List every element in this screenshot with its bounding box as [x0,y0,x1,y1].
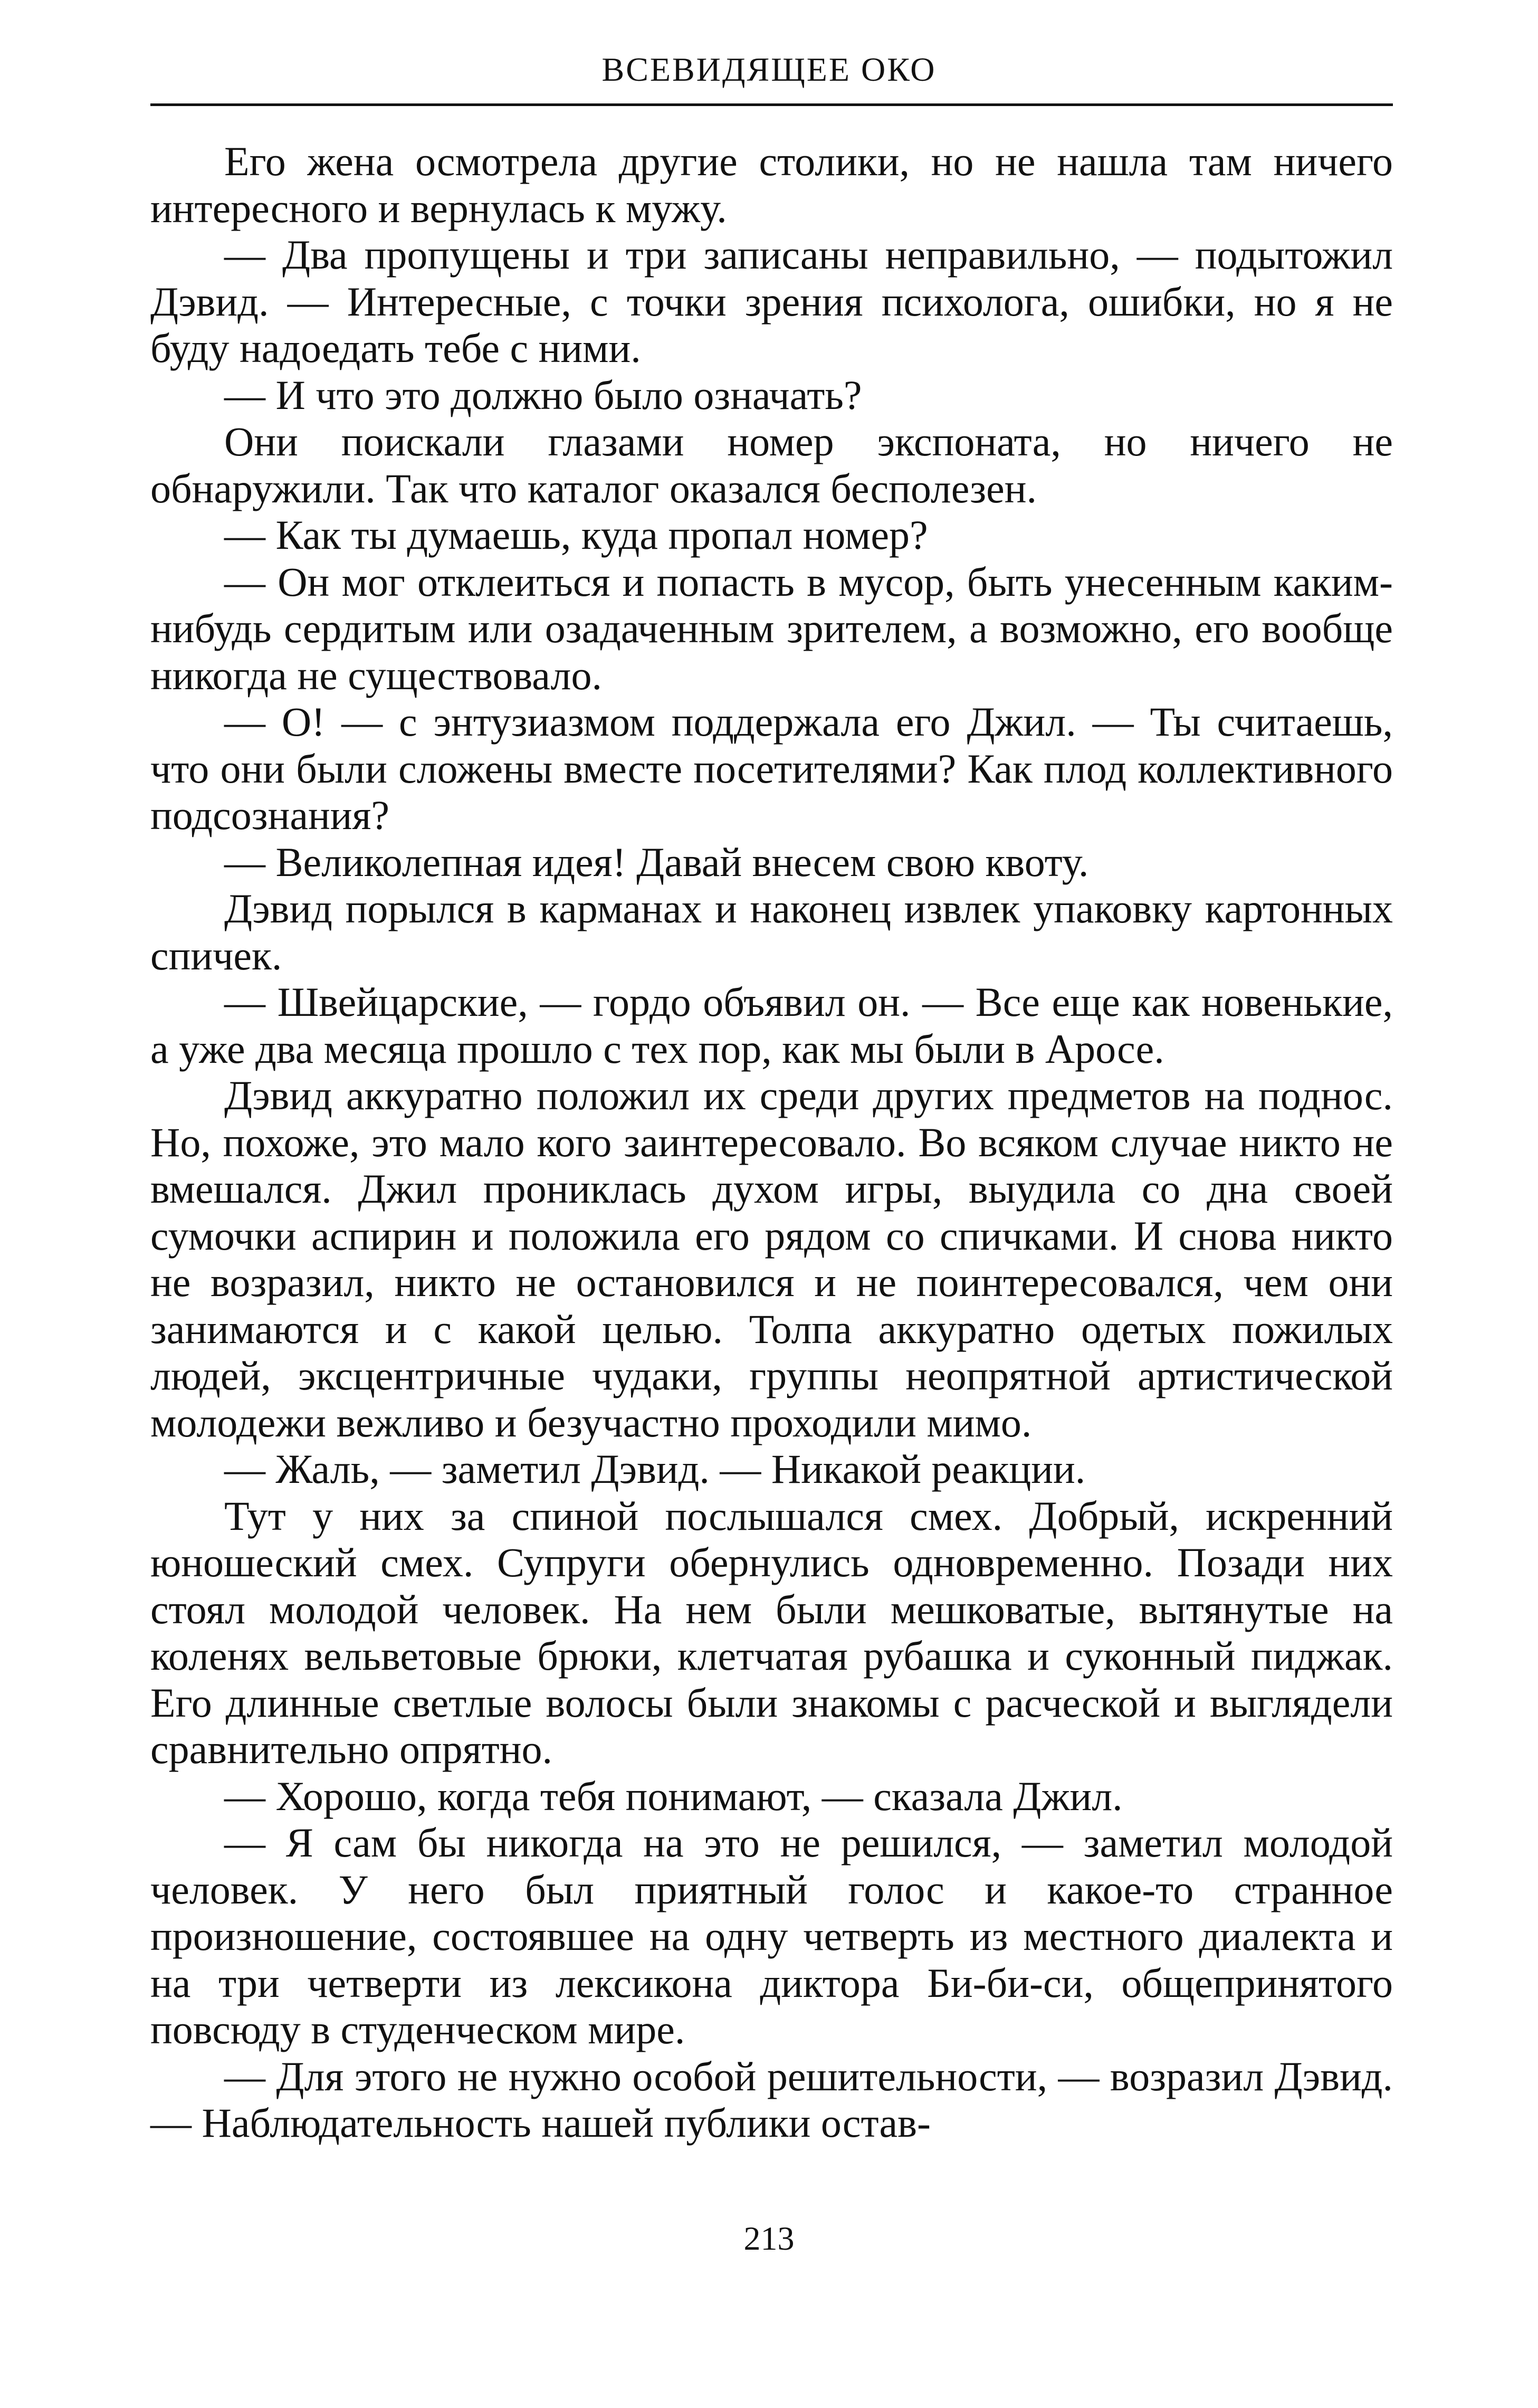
page-number: 213 [743,2220,795,2257]
paragraph: — Как ты думаешь, куда пропал номер? [224,512,928,558]
paragraph: Дэвид порылся в карманах и наконец извлек упаковку картонных спичек. [150,886,1393,978]
paragraph: Тут у них за спиной послышался смех. Добрый, искренний юношеский смех. Супруги обернулись одновременно. Позади них стоял молодой человек. На нем были мешковатые, вытянутые на коленях вельветовые брюки, клетчатая рубашка и суконный пиджак. Его длинные светлые волосы были знакомы с расческой и выглядели сравнительно опрятно. [150,1492,1393,1772]
paragraph: — О! — с энтузиазмом поддержала его Джил. — Ты считаешь, что они были сложены вместе посетителями? Как плод коллективного подсознания? [150,699,1393,838]
running-head: ВСЕВИДЯЩЕЕ ОКО [601,51,937,88]
paragraph: — Я сам бы никогда на это не решился, — заметил молодой человек. У него был приятный голос и какое-то странное произношение, состоявшее на одну четверть из местного диалекта и на три четверти из лексикона диктора Би-би-си, общепринятого повсюду в студенческом мире. [150,1820,1393,2052]
paragraph: — Швейцарские, — гордо объявил он. — Все еще как новенькие, а уже два месяца прошло с тех пор, как мы были в Аросе. [150,979,1393,1072]
paragraph: — Для этого не нужно особой решительности, — возразил Дэвид. — Наблюдательность нашей публики остав- [150,2053,1393,2146]
paragraph: Они поискали глазами номер экспоната, но ничего не обнаружили. Так что каталог оказался бесполезен. [150,418,1393,511]
paragraph: Его жена осмотрела другие столики, но не нашла там ничего интересного и вернулась к мужу. [150,138,1393,231]
paragraph: — И что это должно было означать? [224,372,862,418]
paragraph: — Хорошо, когда тебя понимают, — сказала Джил. [224,1773,1123,1819]
paragraph: — Великолепная идея! Давай внесем свою квоту. [224,839,1089,885]
body-text [150,138,1393,2147]
header-rule [150,103,1393,106]
paragraph: — Он мог отклеиться и попасть в мусор, быть унесенным каким-нибудь сердитым или озадаченным зрителем, а возможно, его вообще никогда не существовало. [150,558,1393,698]
paragraph: — Жаль, — заметил Дэвид. — Никакой реакции. [224,1446,1086,1492]
paragraph: — Два пропущены и три записаны неправильно, — подытожил Дэвид. — Интересные, с точки зрения психолога, ошибки, но я не буду надоедать тебе с ними. [150,232,1393,371]
paragraph: Дэвид аккуратно положил их среди других предметов на поднос. Но, похоже, это мало кого заинтересовало. Во всяком случае никто не вмешался. Джил прониклась духом игры, выудила со дна своей сумочки аспирин и положила его рядом со спичками. И снова никто не возразил, никто не остановился и не поинтересовался, чем они занимаются и с какой целью. Толпа аккуратно одетых пожилых людей, эксцентричные чудаки, группы неопрятной артистической молодежи вежливо и безучастно проходили мимо. [150,1072,1393,1445]
